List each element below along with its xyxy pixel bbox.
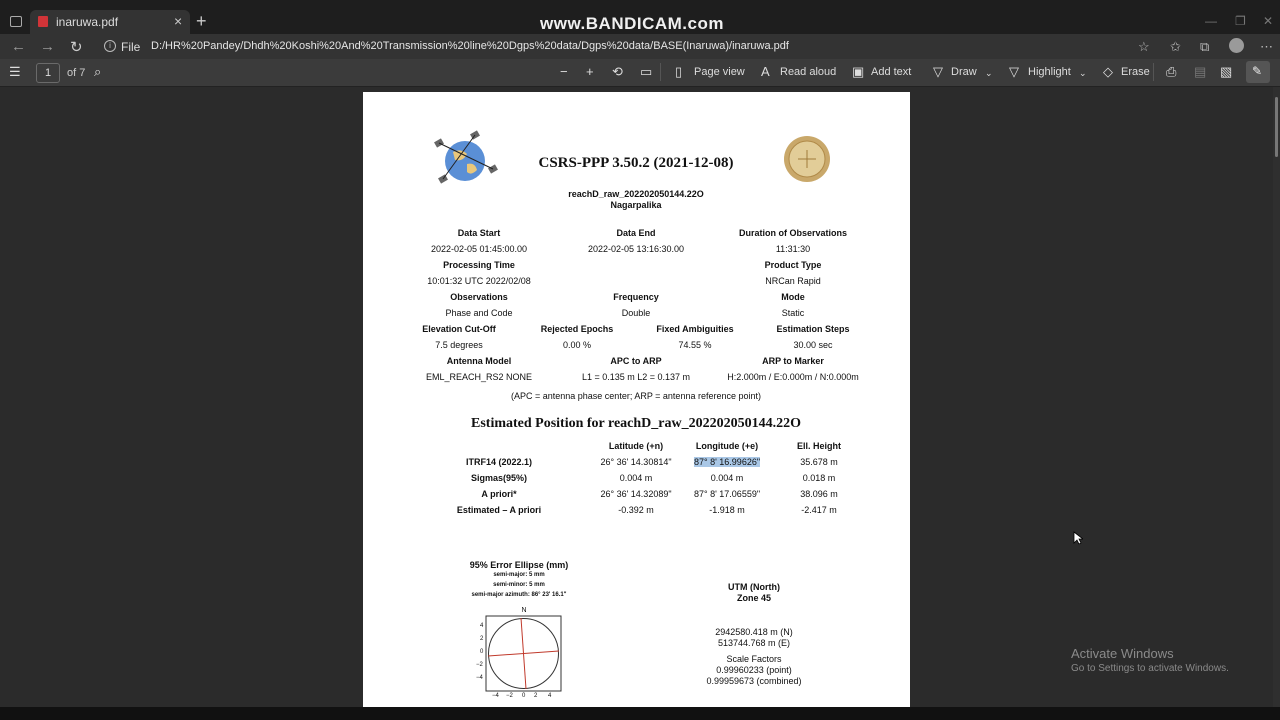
row-label: ITRF14 (2022.1): [465, 457, 533, 467]
url-field[interactable]: D:/HR%20Pandey/Dhdh%20Koshi%20And%20Transmission%20line%20Dgps%20data/Dgps%20data/BASE(Inaruwa)/inaruwa.pdf: [151, 40, 789, 52]
pdf-file-icon: [38, 16, 48, 27]
row-longitude: -1.918 m: [709, 505, 745, 515]
page-view-icon[interactable]: ▯: [675, 64, 683, 79]
error-ellipse-plot: [485, 615, 563, 692]
y-tick: 4: [480, 623, 484, 629]
x-tick: 2: [534, 693, 538, 699]
error-ellipse-title: 95% Error Ellipse (mm): [469, 560, 569, 570]
mode-label: Mode: [781, 292, 805, 302]
observations-value: Phase and Code: [445, 308, 513, 318]
row-longitude: 0.004 m: [710, 473, 744, 483]
x-tick: 4: [548, 693, 552, 699]
report-location: Nagarpalika: [610, 200, 662, 210]
collections-icon[interactable]: ⧉: [1200, 39, 1210, 54]
toolbar-divider: [660, 63, 661, 81]
rotate-icon[interactable]: ⟲: [612, 64, 623, 79]
apc-label: APC to ARP: [610, 356, 662, 366]
estimated-position-title: Estimated Position for reachD_raw_202202050144.22O: [470, 416, 802, 431]
y-tick: −4: [476, 675, 483, 681]
recording-watermark: www.BANDICAM.com: [540, 14, 724, 33]
data-start-label: Data Start: [457, 228, 501, 238]
seal-logo: [783, 136, 833, 186]
fit-page-icon[interactable]: ▭: [640, 64, 653, 79]
antenna-model-value: EML_REACH_RS2 NONE: [425, 372, 533, 382]
data-end-value: 2022-02-05 13:16:30.00: [587, 244, 685, 254]
semi-major: semi-major: 5 mm: [493, 572, 545, 578]
estimation-steps-value: 30.00 sec: [793, 340, 833, 350]
duration-value: 11:31:30: [775, 244, 811, 254]
activate-windows-subtitle: Go to Settings to activate Windows.: [1071, 663, 1229, 674]
erase-button[interactable]: Erase: [1121, 66, 1150, 78]
mouse-cursor-icon: [1073, 531, 1083, 545]
fixed-ambiguities-value: 74.55 %: [678, 340, 712, 350]
rejected-epochs-label: Rejected Epochs: [540, 324, 614, 334]
page-count: of 7: [67, 67, 86, 79]
read-aloud-button[interactable]: Read aloud: [780, 66, 837, 78]
frequency-label: Frequency: [613, 292, 659, 302]
draw-icon[interactable]: ▽: [933, 64, 943, 79]
highlight-icon[interactable]: ▽: [1009, 64, 1019, 79]
maximize-icon[interactable]: ❐: [1235, 14, 1246, 28]
zoom-out-button[interactable]: −: [560, 64, 568, 79]
north-label: N: [521, 607, 527, 614]
scrollbar[interactable]: [1273, 87, 1280, 707]
y-tick: 0: [480, 649, 484, 655]
row-label: A priori*: [481, 489, 517, 499]
estimation-steps-label: Estimation Steps: [776, 324, 850, 334]
row-height: 0.018 m: [802, 473, 836, 483]
apc-arp-note: (APC = antenna phase center; ARP = antenna reference point): [510, 391, 762, 401]
product-type-value: NRCan Rapid: [765, 276, 821, 286]
x-tick: −2: [506, 693, 513, 699]
site-info-label[interactable]: File: [121, 40, 141, 54]
back-icon[interactable]: ←: [11, 38, 26, 55]
info-icon[interactable]: i: [104, 40, 116, 52]
utm-zone: Zone 45: [736, 593, 772, 603]
search-icon[interactable]: ⌕: [94, 64, 102, 79]
arp-value: H:2.000m / E:0.000m / N:0.000m: [727, 372, 859, 382]
product-type-label: Product Type: [764, 260, 822, 270]
apc-value: L1 = 0.135 m L2 = 0.137 m: [581, 372, 691, 382]
bottom-strip: [0, 707, 1280, 720]
draw-chevron-down-icon[interactable]: ⌄: [985, 68, 993, 78]
x-tick: 0: [522, 693, 526, 699]
scale-factor-point: 0.99960233 (point): [716, 665, 792, 675]
row-label: Sigmas(95%): [470, 473, 528, 483]
scale-factor-combined: 0.99959673 (combined): [706, 676, 802, 686]
zoom-in-button[interactable]: +: [586, 64, 594, 79]
globe-logo: [431, 130, 501, 190]
save-icon[interactable]: ▤: [1194, 64, 1207, 79]
activate-windows-title: Activate Windows: [1071, 646, 1174, 661]
utm-easting: 513744.768 m (E): [717, 638, 791, 648]
row-longitude: 87° 8' 17.06559": [693, 489, 761, 499]
pdf-page: [363, 92, 910, 707]
arp-label: ARP to Marker: [762, 356, 824, 366]
scale-factors-label: Scale Factors: [726, 654, 782, 664]
frequency-value: Double: [621, 308, 651, 318]
draw-button[interactable]: Draw: [951, 66, 977, 78]
row-latitude: 26° 36' 14.30814": [600, 457, 672, 467]
y-tick: −2: [476, 662, 483, 668]
row-height: -2.417 m: [801, 505, 837, 515]
print-icon[interactable]: ⎙: [1166, 64, 1177, 79]
data-end-label: Data End: [616, 228, 656, 238]
row-height: 38.096 m: [800, 489, 838, 499]
latitude-header: Latitude (+n): [608, 441, 664, 451]
x-tick: −4: [492, 693, 499, 699]
browser-tab[interactable]: [30, 10, 190, 34]
highlight-chevron-down-icon[interactable]: ⌄: [1079, 68, 1087, 78]
highlight-button[interactable]: Highlight: [1028, 66, 1071, 78]
profile-avatar[interactable]: [1229, 38, 1244, 53]
row-latitude: 26° 36' 14.32089": [600, 489, 672, 499]
fixed-ambiguities-label: Fixed Ambiguities: [656, 324, 734, 334]
scrollbar-thumb[interactable]: [1275, 97, 1278, 157]
semi-minor: semi-minor: 5 mm: [493, 582, 545, 588]
rejected-epochs-value: 0.00 %: [562, 340, 592, 350]
refresh-icon[interactable]: ↻: [70, 39, 83, 56]
minimize-icon[interactable]: —: [1205, 14, 1217, 28]
more-icon[interactable]: ⋯: [1260, 39, 1273, 54]
antenna-model-label: Antenna Model: [446, 356, 512, 366]
save-as-icon[interactable]: ▧: [1220, 64, 1233, 79]
erase-icon[interactable]: ◇: [1103, 64, 1113, 79]
read-aloud-icon[interactable]: A: [761, 64, 770, 79]
page-number-input[interactable]: 1: [36, 63, 60, 83]
observations-label: Observations: [450, 292, 508, 302]
row-label: Estimated – A priori: [456, 505, 542, 515]
duration-label: Duration of Observations: [738, 228, 848, 238]
close-window-icon[interactable]: ✕: [1263, 14, 1274, 28]
selected-text: 87° 8' 16.99626": [693, 457, 761, 467]
y-tick: 2: [480, 636, 484, 642]
report-file: reachD_raw_202202050144.22O: [568, 189, 704, 199]
elevation-label: Elevation Cut-Off: [422, 324, 496, 334]
pin-toolbar-button[interactable]: [1246, 61, 1270, 83]
new-tab-button[interactable]: +: [196, 11, 207, 31]
semi-major-azimuth: semi-major azimuth: 86° 23' 16.1": [471, 592, 567, 598]
add-text-button[interactable]: Add text: [871, 66, 912, 78]
row-latitude: 0.004 m: [619, 473, 653, 483]
longitude-header: Longitude (+e): [695, 441, 759, 451]
contents-icon[interactable]: ☰: [9, 64, 21, 79]
tab-actions-icon[interactable]: [10, 16, 22, 27]
height-header: Ell. Height: [796, 441, 842, 451]
utm-northing: 2942580.418 m (N): [715, 627, 793, 637]
forward-icon[interactable]: →: [40, 38, 55, 55]
mode-value: Static: [781, 308, 805, 318]
processing-time-label: Processing Time: [443, 260, 515, 270]
toolbar-divider: [1153, 63, 1154, 81]
favorites-icon[interactable]: ✩: [1170, 39, 1181, 54]
add-favorite-icon[interactable]: ☆: [1138, 39, 1150, 54]
row-height: 35.678 m: [800, 457, 838, 467]
data-start-value: 2022-02-05 01:45:00.00: [430, 244, 528, 254]
elevation-value: 7.5 degrees: [435, 340, 483, 350]
utm-title: UTM (North): [728, 582, 780, 592]
add-text-icon[interactable]: ▣: [852, 64, 865, 79]
report-title: CSRS-PPP 3.50.2 (2021-12-08): [538, 155, 734, 171]
page-view-button[interactable]: Page view: [694, 66, 745, 78]
processing-time-value: 10:01:32 UTC 2022/02/08: [427, 276, 531, 286]
row-longitude: [694, 457, 760, 467]
pin-icon: ✎: [1252, 64, 1263, 78]
close-tab-icon[interactable]: ×: [174, 13, 183, 29]
row-latitude: -0.392 m: [618, 505, 654, 515]
tab-title: inaruwa.pdf: [56, 15, 119, 29]
